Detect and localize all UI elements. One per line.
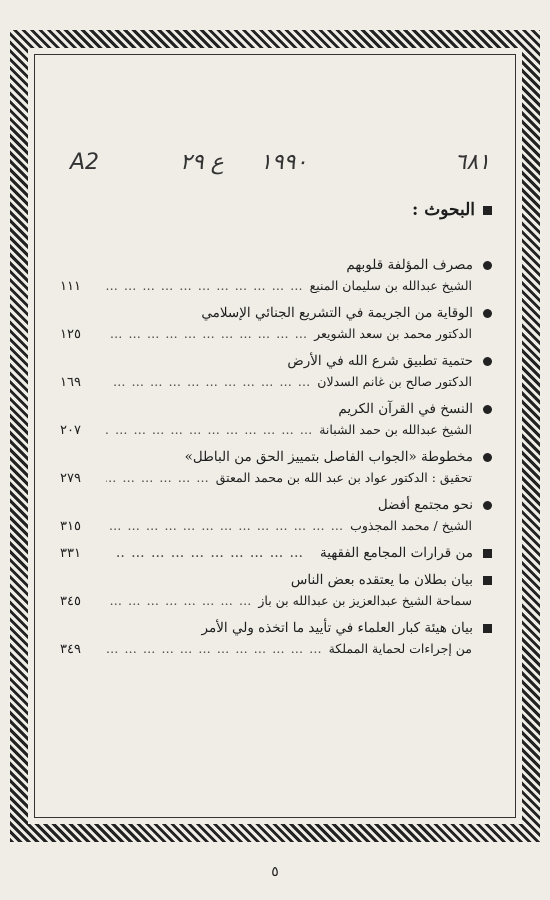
- leader-dots: [116, 543, 304, 564]
- entry-title: نحو مجتمع أفضل: [377, 497, 473, 513]
- toc-entry: [60, 303, 492, 345]
- leader-dots: [106, 516, 344, 536]
- section-title-text: البحوث :: [412, 200, 475, 220]
- handwritten-notes: [70, 150, 490, 186]
- entry-author: سماحة الشيخ عبدالعزيز بن عبدالله بن باز: [258, 593, 472, 608]
- entry-title: من قرارات المجامع الفقهية: [320, 545, 473, 561]
- toc-entry: [60, 255, 492, 297]
- page-number: ٥: [271, 864, 279, 880]
- entry-page: ١٢٥: [60, 327, 81, 342]
- entry-page: ٣١٥: [60, 519, 81, 534]
- entry-page: ٢٠٧: [60, 423, 81, 438]
- entry-title: حتمية تطبيق شرع الله في الأرض: [287, 353, 473, 369]
- bullet-icon: [483, 501, 492, 510]
- entry-page: ٣٤٥: [60, 594, 81, 609]
- handwritten-note: ٦٨١: [454, 150, 490, 175]
- entry-author: الشيخ عبدالله بن سليمان المنيع: [309, 278, 472, 293]
- entry-page: ٣٤٩: [60, 642, 81, 657]
- entry-author: الدكتور محمد بن سعد الشويعر: [314, 326, 472, 341]
- toc-entry: [60, 543, 492, 564]
- bullet-icon: [483, 309, 492, 318]
- entry-title: مصرف المؤلفة قلوبهم: [346, 257, 473, 273]
- toc-entry: [60, 399, 492, 441]
- entry-title: بيان بطلان ما يعتقده بعض الناس: [290, 572, 473, 588]
- toc-list: [60, 255, 492, 666]
- handwritten-note: ع ٢٩: [180, 150, 224, 175]
- square-bullet-icon: [483, 576, 492, 585]
- entry-page: ١٦٩: [60, 375, 81, 390]
- square-bullet-icon: [483, 549, 492, 558]
- leader-dots: [106, 324, 308, 344]
- toc-entry: [60, 351, 492, 393]
- entry-page: ١١١: [60, 279, 81, 294]
- bullet-icon: [483, 357, 492, 366]
- entry-title: الوقاية من الجريمة في التشريع الجنائي الإسلامي: [201, 305, 473, 321]
- entry-page: ٢٧٩: [60, 471, 81, 486]
- handwritten-note: ١٩٩٠: [260, 150, 308, 175]
- leader-dots: [106, 639, 323, 659]
- toc-entry: [60, 618, 492, 660]
- bullet-icon: [483, 453, 492, 462]
- leader-dots: [106, 591, 252, 611]
- section-title: [412, 200, 492, 220]
- entry-author: من إجراءات لحماية المملكة: [328, 641, 472, 656]
- entry-title: بيان هيئة كبار العلماء في تأييد ما اتخذه ولي الأمر: [201, 620, 473, 636]
- bullet-icon: [483, 261, 492, 270]
- leader-dots: [106, 276, 304, 296]
- toc-entry: [60, 447, 492, 489]
- leader-dots: [106, 372, 311, 392]
- leader-dots: [106, 420, 313, 440]
- toc-entry: [60, 570, 492, 612]
- toc-entry: [60, 495, 492, 537]
- bullet-icon: [483, 405, 492, 414]
- entry-title: مخطوطة «الجواب الفاصل بتمييز الحق من الباطل»: [184, 449, 473, 465]
- leader-dots: [106, 468, 210, 488]
- entry-title: النسخ في القرآن الكريم: [338, 401, 473, 417]
- handwritten-note: A2: [70, 150, 100, 175]
- entry-author: الشيخ / محمد المجذوب: [350, 518, 472, 533]
- entry-page: ٣٣١: [60, 546, 81, 561]
- entry-author: الدكتور صالح بن غانم السدلان: [317, 374, 472, 389]
- square-bullet-icon: [483, 206, 492, 215]
- square-bullet-icon: [483, 624, 492, 633]
- entry-author: الشيخ عبدالله بن حمد الشبانة: [319, 422, 472, 437]
- entry-author: تحقيق : الدكتور عواد بن عبد الله بن محمد المعتق: [215, 470, 472, 485]
